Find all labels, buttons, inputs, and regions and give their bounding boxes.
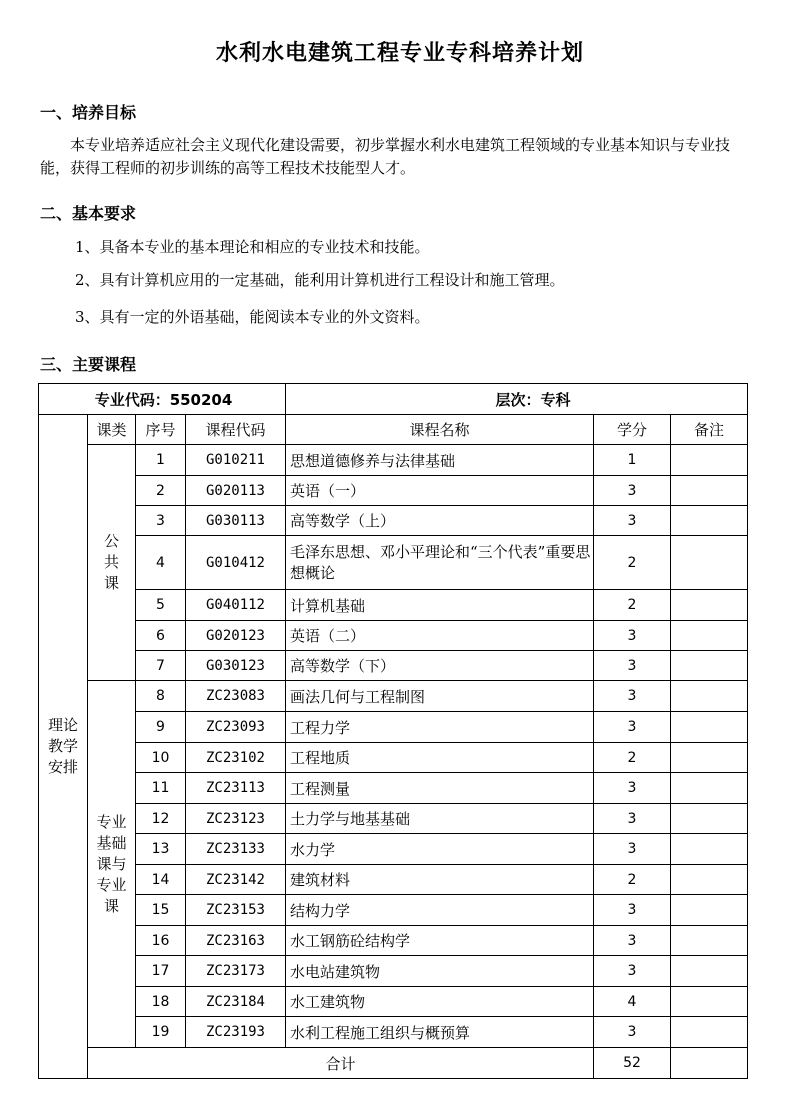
course-name: 工程测量 xyxy=(286,773,594,804)
course-remark xyxy=(671,1017,748,1048)
major-code-cell: 专业代码：550204 xyxy=(39,384,286,415)
course-remark xyxy=(671,773,748,804)
course-remark xyxy=(671,804,748,834)
row-number: 1 xyxy=(136,445,186,476)
course-remark xyxy=(671,621,748,651)
course-code: ZC23163 xyxy=(186,926,286,956)
course-credit: 3 xyxy=(594,773,671,804)
row-number: 14 xyxy=(136,865,186,895)
course-code: G010412 xyxy=(186,536,286,590)
row-number: 17 xyxy=(136,956,186,987)
row-number: 2 xyxy=(136,476,186,506)
row-number: 13 xyxy=(136,834,186,865)
course-name: 计算机基础 xyxy=(286,590,594,621)
course-remark xyxy=(671,743,748,773)
row-number: 12 xyxy=(136,804,186,834)
course-credit: 2 xyxy=(594,865,671,895)
course-code: ZC23123 xyxy=(186,804,286,834)
table-row xyxy=(39,445,748,476)
row-number: 16 xyxy=(136,926,186,956)
group-basic-cell: 专业基础课与专业课 xyxy=(88,681,136,1048)
row-number: 7 xyxy=(136,651,186,681)
course-credit: 3 xyxy=(594,895,671,926)
course-remark xyxy=(671,712,748,743)
course-code: ZC23153 xyxy=(186,895,286,926)
course-remark xyxy=(671,590,748,621)
row-number: 18 xyxy=(136,987,186,1017)
total-credit: 52 xyxy=(594,1048,671,1079)
requirement-item: 1、具备本专业的基本理论和相应的专业技术和技能。 xyxy=(75,238,430,256)
course-name: 水电站建筑物 xyxy=(286,956,594,987)
course-credit: 3 xyxy=(594,956,671,987)
row-number: 9 xyxy=(136,712,186,743)
course-remark xyxy=(671,681,748,712)
course-remark xyxy=(671,956,748,987)
table-row xyxy=(39,712,748,743)
course-remark xyxy=(671,865,748,895)
course-credit: 3 xyxy=(594,651,671,681)
course-code: ZC23093 xyxy=(186,712,286,743)
course-name: 水力学 xyxy=(286,834,594,865)
course-name: 土力学与地基基础 xyxy=(286,804,594,834)
requirement-item: 2、具有计算机应用的一定基础，能利用计算机进行工程设计和施工管理。 xyxy=(75,271,565,289)
course-credit: 1 xyxy=(594,445,671,476)
course-name: 建筑材料 xyxy=(286,865,594,895)
table-row xyxy=(39,987,748,1017)
table-row xyxy=(39,536,748,590)
header-number: 序号 xyxy=(136,415,186,445)
course-credit: 2 xyxy=(594,743,671,773)
section-heading-requirements: 二、基本要求 xyxy=(40,204,137,223)
course-code: ZC23173 xyxy=(186,956,286,987)
row-number: 6 xyxy=(136,621,186,651)
course-code: G020123 xyxy=(186,621,286,651)
course-remark xyxy=(671,536,748,590)
course-code: ZC23083 xyxy=(186,681,286,712)
header-category: 课类 xyxy=(88,415,136,445)
table-row xyxy=(39,1017,748,1048)
course-name: 英语（一） xyxy=(286,476,594,506)
course-table xyxy=(38,383,748,1079)
header-course-code: 课程代码 xyxy=(186,415,286,445)
course-name: 高等数学（下） xyxy=(286,651,594,681)
header-course-name: 课程名称 xyxy=(286,415,594,445)
course-name: 水利工程施工组织与概预算 xyxy=(286,1017,594,1048)
course-code: G040112 xyxy=(186,590,286,621)
course-name: 工程力学 xyxy=(286,712,594,743)
level-cell: 层次：专科 xyxy=(286,384,748,415)
course-name: 画法几何与工程制图 xyxy=(286,681,594,712)
section-heading-objectives: 一、培养目标 xyxy=(40,103,137,122)
course-code: ZC23102 xyxy=(186,743,286,773)
course-remark xyxy=(671,987,748,1017)
course-credit: 3 xyxy=(594,506,671,536)
table-row xyxy=(39,743,748,773)
course-code: ZC23133 xyxy=(186,834,286,865)
course-remark xyxy=(671,926,748,956)
header-credit: 学分 xyxy=(594,415,671,445)
course-code: G010211 xyxy=(186,445,286,476)
course-credit: 3 xyxy=(594,712,671,743)
course-code: ZC23184 xyxy=(186,987,286,1017)
header-remark: 备注 xyxy=(671,415,748,445)
page-title: 水利水电建筑工程专业专科培养计划 xyxy=(215,41,584,66)
objectives-paragraph: 本专业培养适应社会主义现代化建设需要，初步掌握水利水电建筑工程领域的专业基本知识与专业技能，获得工程师的初步训练的高等工程技术技能型人才。 xyxy=(40,136,731,177)
row-number: 10 xyxy=(136,743,186,773)
course-remark xyxy=(671,651,748,681)
row-number: 19 xyxy=(136,1017,186,1048)
table-row xyxy=(39,834,748,865)
course-code: ZC23193 xyxy=(186,1017,286,1048)
course-credit: 3 xyxy=(594,1017,671,1048)
course-credit: 2 xyxy=(594,536,671,590)
course-remark xyxy=(671,476,748,506)
course-credit: 3 xyxy=(594,621,671,651)
table-row xyxy=(39,895,748,926)
course-remark xyxy=(671,834,748,865)
course-code: ZC23142 xyxy=(186,865,286,895)
table-row xyxy=(39,476,748,506)
course-credit: 3 xyxy=(594,681,671,712)
row-number: 4 xyxy=(136,536,186,590)
course-remark xyxy=(671,445,748,476)
table-row xyxy=(39,681,748,712)
table-row xyxy=(39,926,748,956)
table-row xyxy=(39,773,748,804)
table-row xyxy=(39,506,748,536)
course-credit: 3 xyxy=(594,834,671,865)
course-remark xyxy=(671,895,748,926)
course-name: 高等数学（上） xyxy=(286,506,594,536)
total-remark xyxy=(671,1048,748,1079)
table-row xyxy=(39,651,748,681)
table-meta-row xyxy=(39,384,748,415)
group-public-cell: 公共课 xyxy=(88,445,136,681)
course-name: 水工钢筋砼结构学 xyxy=(286,926,594,956)
total-row xyxy=(39,1048,748,1079)
row-number: 15 xyxy=(136,895,186,926)
course-code: G030123 xyxy=(186,651,286,681)
course-credit: 3 xyxy=(594,476,671,506)
course-name: 思想道德修养与法律基础 xyxy=(286,445,594,476)
course-name: 水工建筑物 xyxy=(286,987,594,1017)
course-credit: 3 xyxy=(594,804,671,834)
row-number: 5 xyxy=(136,590,186,621)
row-number: 11 xyxy=(136,773,186,804)
table-row xyxy=(39,956,748,987)
course-remark xyxy=(671,506,748,536)
course-name: 工程地质 xyxy=(286,743,594,773)
row-number: 8 xyxy=(136,681,186,712)
course-code: ZC23113 xyxy=(186,773,286,804)
table-header-row xyxy=(39,415,748,445)
section-heading-courses: 三、主要课程 xyxy=(40,355,137,374)
requirement-item: 3、具有一定的外语基础，能阅读本专业的外文资料。 xyxy=(75,308,430,326)
course-credit: 4 xyxy=(594,987,671,1017)
table-row xyxy=(39,621,748,651)
table-row xyxy=(39,590,748,621)
row-number: 3 xyxy=(136,506,186,536)
course-credit: 2 xyxy=(594,590,671,621)
table-row xyxy=(39,804,748,834)
course-name: 结构力学 xyxy=(286,895,594,926)
table-row xyxy=(39,865,748,895)
course-credit: 3 xyxy=(594,926,671,956)
course-code: G020113 xyxy=(186,476,286,506)
course-name: 英语（二） xyxy=(286,621,594,651)
total-label: 合计 xyxy=(88,1048,594,1079)
course-name: 毛泽东思想、邓小平理论和“三个代表”重要思想概论 xyxy=(286,536,594,590)
course-code: G030113 xyxy=(186,506,286,536)
group-main-cell: 理论教学安排 xyxy=(39,415,88,1079)
